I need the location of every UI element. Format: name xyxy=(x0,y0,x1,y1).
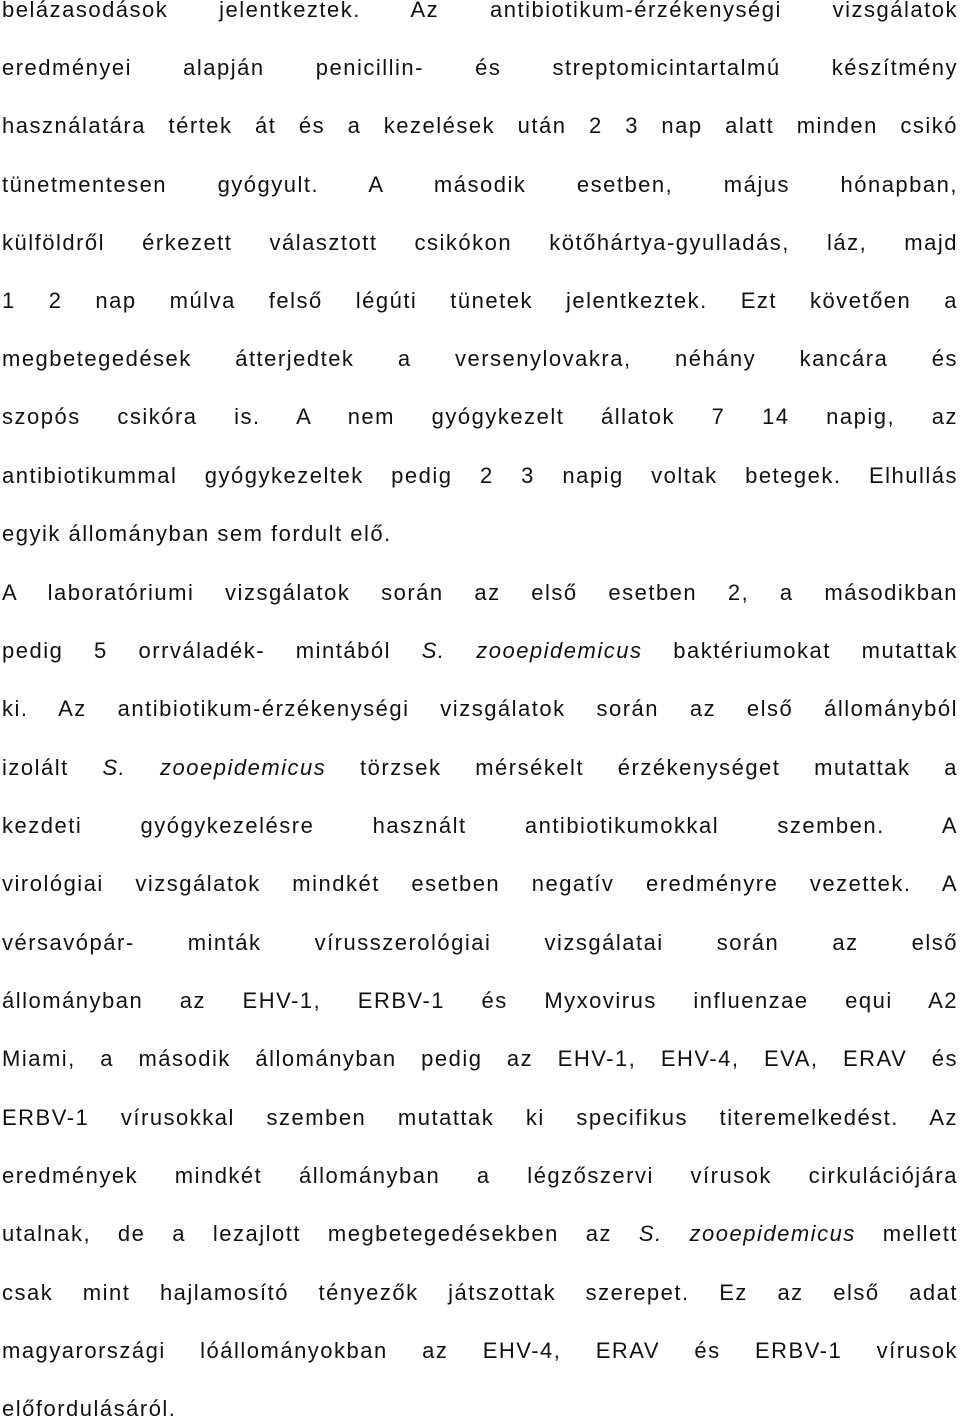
text-line-23: csak mint hajlamosító tényezők játszottak szerepet. Ez az első adat xyxy=(2,1280,958,1305)
text-segment: mellett xyxy=(855,1221,958,1246)
text-line-3: használatára tértek át és a kezelések után 2 3 nap alatt minden csikó xyxy=(2,113,958,138)
text-line-22 xyxy=(2,1219,958,1249)
text-line-19: Miami, a második állományban pedig az EHV-1, EHV-4, EVA, ERAV és xyxy=(2,1046,958,1071)
text-line-4: tünetmentesen gyógyult. A második esetben, május hónapban, xyxy=(2,172,958,197)
text-line-14 xyxy=(2,753,958,783)
text-line-21: eredmények mindkét állományban a légzőszervi vírusok cirkulációjára xyxy=(2,1163,958,1188)
text-line-6: 1 2 nap múlva felső légúti tünetek jelentkeztek. Ezt követően a xyxy=(2,288,958,313)
text-segment: utalnak, de a lezajlott megbetegedésekben az xyxy=(2,1221,639,1246)
text-segment: pedig 5 orrváladék- mintából xyxy=(2,638,422,663)
species-name-italic: S. zooepidemicus xyxy=(421,638,643,663)
text-line-8: szopós csikóra is. A nem gyógykezelt állatok 7 14 napig, az xyxy=(2,404,958,429)
text-line-16: virológiai vizsgálatok mindkét esetben negatív eredményre vezettek. A xyxy=(2,871,958,896)
species-name-italic: S. zooepidemicus xyxy=(638,1221,856,1246)
text-segment: izolált xyxy=(2,755,103,780)
text-line-11: A laboratóriumi vizsgálatok során az első esetben 2, a másodikban xyxy=(2,580,958,605)
text-line-25: előfordulásáról. xyxy=(2,1396,177,1421)
text-line-18: állományban az EHV-1, ERBV-1 és Myxovirus influenzae equi A2 xyxy=(2,988,958,1013)
text-line-13: ki. Az antibiotikum-érzékenységi vizsgálatok során az első állományból xyxy=(2,696,958,721)
text-line-15: kezdeti gyógykezelésre használt antibiotikumokkal szemben. A xyxy=(2,813,958,838)
text-line-17: vérsavópár- minták vírusszerológiai vizsgálatai során az első xyxy=(2,930,958,955)
text-line-9: antibiotikummal gyógykezeltek pedig 2 3 napig voltak betegek. Elhullás xyxy=(2,463,958,488)
text-line-5: külföldről érkezett választott csikókon kötőhártya-gyulladás, láz, majd xyxy=(2,230,958,255)
text-line-24: magyarországi lóállományokban az EHV-4, ERAV és ERBV-1 vírusok xyxy=(2,1338,958,1363)
text-line-7: megbetegedések átterjedtek a versenylovakra, néhány kancára és xyxy=(2,346,958,371)
text-segment: baktériumokat mutattak xyxy=(642,638,958,663)
text-line-12 xyxy=(2,636,958,666)
text-segment: törzsek mérsékelt érzékenységet mutattak a xyxy=(326,755,958,780)
text-line-20: ERBV-1 vírusokkal szemben mutattak ki specifikus titeremelkedést. Az xyxy=(2,1105,958,1130)
text-line-1: belázasodások jelentkeztek. Az antibiotikum-érzékenységi vizsgálatok xyxy=(2,0,958,22)
text-line-10: egyik állományban sem fordult elő. xyxy=(2,521,392,546)
species-name-italic: S. zooepidemicus xyxy=(102,755,327,780)
text-line-2: eredményei alapján penicillin- és streptomicintartalmú készítmény xyxy=(2,55,958,80)
